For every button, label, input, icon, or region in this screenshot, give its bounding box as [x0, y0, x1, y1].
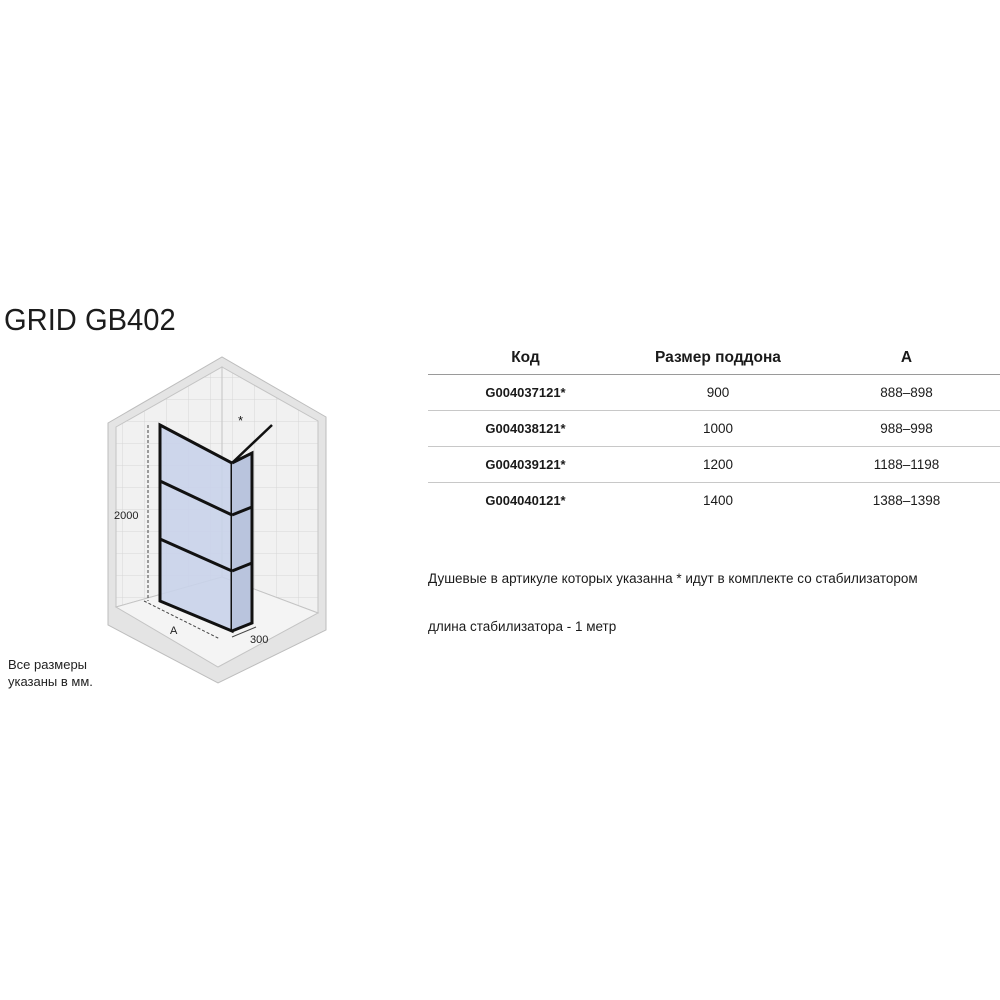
cell-a: 1188–1198	[813, 447, 1000, 483]
cell-tray-size: 1200	[623, 447, 813, 483]
shower-drawing	[100, 355, 335, 685]
cell-code: G004040121*	[485, 493, 566, 508]
header-a: A	[813, 342, 1000, 375]
cell-a: 1388–1398	[872, 493, 941, 508]
cell-tray-size: 900	[623, 375, 813, 411]
depth-label: 300	[250, 634, 269, 646]
spec-table	[428, 342, 1000, 518]
table-header-row	[428, 342, 1000, 375]
cell-tray-size: 1400	[702, 493, 734, 508]
width-label: A	[170, 625, 178, 637]
product-title: GRID GB402	[4, 302, 176, 337]
header-tray-size: Размер поддона	[623, 342, 813, 375]
table-row	[428, 375, 1000, 411]
stabilizer-footnote: Душевые в артикуле которых указанна * идут в комплекте со стабилизатором	[428, 571, 918, 586]
cell-code: G004037121*	[428, 375, 623, 411]
cell-code: G004039121*	[428, 447, 623, 483]
units-note-line2: указаны в мм.	[8, 674, 93, 689]
table-row	[428, 483, 1000, 519]
cell-a: 888–898	[813, 375, 1000, 411]
units-note-line1: Все размеры	[8, 657, 88, 672]
stabilizer-length-note: длина стабилизатора - 1 метр	[428, 619, 617, 634]
return-panel	[232, 453, 252, 631]
cell-code: G004038121*	[428, 411, 623, 447]
cell-a: 988–998	[813, 411, 1000, 447]
table-row	[428, 411, 1000, 447]
stabilizer-star: *	[238, 413, 244, 428]
cell-tray-size: 1000	[623, 411, 813, 447]
height-label: 2000	[114, 510, 139, 522]
table-row	[428, 447, 1000, 483]
header-code: Код	[428, 342, 623, 375]
units-note	[8, 656, 93, 690]
